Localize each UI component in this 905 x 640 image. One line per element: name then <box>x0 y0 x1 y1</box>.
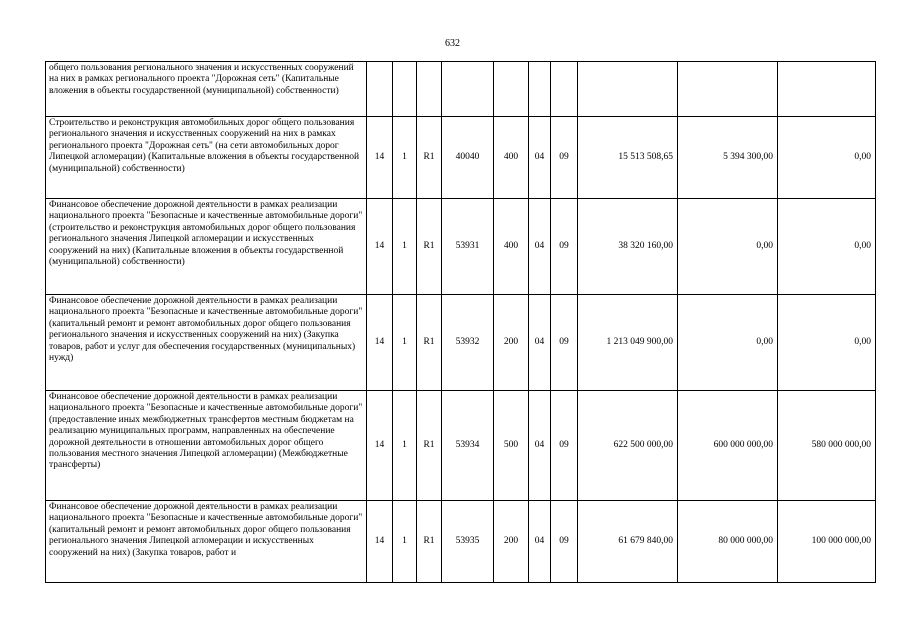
code-direction: 53931 <box>442 199 494 295</box>
table-row <box>46 391 876 501</box>
code-section: 04 <box>529 501 551 583</box>
code-subsection: 09 <box>551 295 578 391</box>
code-project: R1 <box>417 199 442 295</box>
code-subsection: 09 <box>551 199 578 295</box>
code-project: R1 <box>417 295 442 391</box>
amount-year-1 <box>578 62 678 117</box>
code-program: 1 <box>393 199 417 295</box>
budget-table <box>45 61 876 583</box>
code-program <box>393 62 417 117</box>
code-expense-type: 400 <box>494 199 529 295</box>
code-section: 04 <box>529 199 551 295</box>
row-description: Финансовое обеспечение дорожной деятельности в рамках реализации национального проекта "Безопасные и качественные автомобильные дороги" (капитальный ремонт и ремонт автомобильных дорог общего пользования регионального значения Липецкой агломерации и искусственных сооружений на них) (Закупка товаров, работ и <box>46 501 367 583</box>
code-program: 1 <box>393 295 417 391</box>
code-ministry: 14 <box>367 117 393 199</box>
code-ministry: 14 <box>367 199 393 295</box>
amount-year-1: 61 679 840,00 <box>578 501 678 583</box>
code-direction: 40040 <box>442 117 494 199</box>
row-description: общего пользования регионального значения и искусственных сооружений на них в рамках регионального проекта "Дорожная сеть" (Капитальные вложения в объекты государственной (муниципальной) собственности) <box>46 62 367 117</box>
code-direction: 53934 <box>442 391 494 501</box>
code-direction: 53935 <box>442 501 494 583</box>
code-subsection: 09 <box>551 501 578 583</box>
code-program: 1 <box>393 391 417 501</box>
code-project: R1 <box>417 391 442 501</box>
amount-year-3: 0,00 <box>778 199 876 295</box>
code-subsection <box>551 62 578 117</box>
code-expense-type: 400 <box>494 117 529 199</box>
amount-year-3: 100 000 000,00 <box>778 501 876 583</box>
code-section: 04 <box>529 295 551 391</box>
code-project <box>417 62 442 117</box>
code-direction <box>442 62 494 117</box>
code-ministry: 14 <box>367 501 393 583</box>
row-description: Финансовое обеспечение дорожной деятельности в рамках реализации национального проекта "Безопасные и качественные автомобильные дороги" (предоставление иных межбюджетных трансфертов местным бюджетам на реализацию муниципальных программ, направленных на обеспечение дорожной деятельности в отношении автомобильных дорог общего пользования местного значения Липецкой агломерации) (Межбюджетные трансферты) <box>46 391 367 501</box>
amount-year-1: 1 213 049 900,00 <box>578 295 678 391</box>
amount-year-3: 0,00 <box>778 295 876 391</box>
row-description: Строительство и реконструкция автомобильных дорог общего пользования регионального значения и искусственных сооружений на них в рамках регионального проекта "Дорожная сеть" (на сети автомобильных дорог Липецкой агломерации) (Капитальные вложения в объекты государственной (муниципальной) собственности) <box>46 117 367 199</box>
code-expense-type: 200 <box>494 295 529 391</box>
amount-year-1: 622 500 000,00 <box>578 391 678 501</box>
code-section: 04 <box>529 117 551 199</box>
amount-year-3: 0,00 <box>778 117 876 199</box>
row-description: Финансовое обеспечение дорожной деятельности в рамках реализации национального проекта "Безопасные и качественные автомобильные дороги" (строительство и реконструкция автомобильных дорог общего пользования регионального значения Липецкой агломерации и искусственных сооружений на них) (Капитальные вложения в объекты государственной (муниципальной) собственности) <box>46 199 367 295</box>
amount-year-1: 38 320 160,00 <box>578 199 678 295</box>
code-section <box>529 62 551 117</box>
amount-year-1: 15 513 508,65 <box>578 117 678 199</box>
code-program: 1 <box>393 117 417 199</box>
table-row <box>46 62 876 117</box>
amount-year-2: 0,00 <box>678 295 778 391</box>
code-program: 1 <box>393 501 417 583</box>
table-row <box>46 501 876 583</box>
table-row <box>46 295 876 391</box>
code-project: R1 <box>417 117 442 199</box>
code-project: R1 <box>417 501 442 583</box>
amount-year-2: 5 394 300,00 <box>678 117 778 199</box>
amount-year-2 <box>678 62 778 117</box>
amount-year-3 <box>778 62 876 117</box>
amount-year-3: 580 000 000,00 <box>778 391 876 501</box>
code-ministry <box>367 62 393 117</box>
amount-year-2: 80 000 000,00 <box>678 501 778 583</box>
code-section: 04 <box>529 391 551 501</box>
code-direction: 53932 <box>442 295 494 391</box>
page-number: 632 <box>445 38 460 49</box>
table-row <box>46 117 876 199</box>
table-row <box>46 199 876 295</box>
code-subsection: 09 <box>551 117 578 199</box>
code-ministry: 14 <box>367 391 393 501</box>
amount-year-2: 600 000 000,00 <box>678 391 778 501</box>
code-expense-type <box>494 62 529 117</box>
amount-year-2: 0,00 <box>678 199 778 295</box>
code-subsection: 09 <box>551 391 578 501</box>
code-ministry: 14 <box>367 295 393 391</box>
row-description: Финансовое обеспечение дорожной деятельности в рамках реализации национального проекта "Безопасные и качественные автомобильные дороги" (капитальный ремонт и ремонт автомобильных дорог общего пользования регионального значения и искусственных сооружений на них) (Закупка товаров, работ и услуг для обеспечения государственных (муниципальных) нужд) <box>46 295 367 391</box>
code-expense-type: 200 <box>494 501 529 583</box>
code-expense-type: 500 <box>494 391 529 501</box>
